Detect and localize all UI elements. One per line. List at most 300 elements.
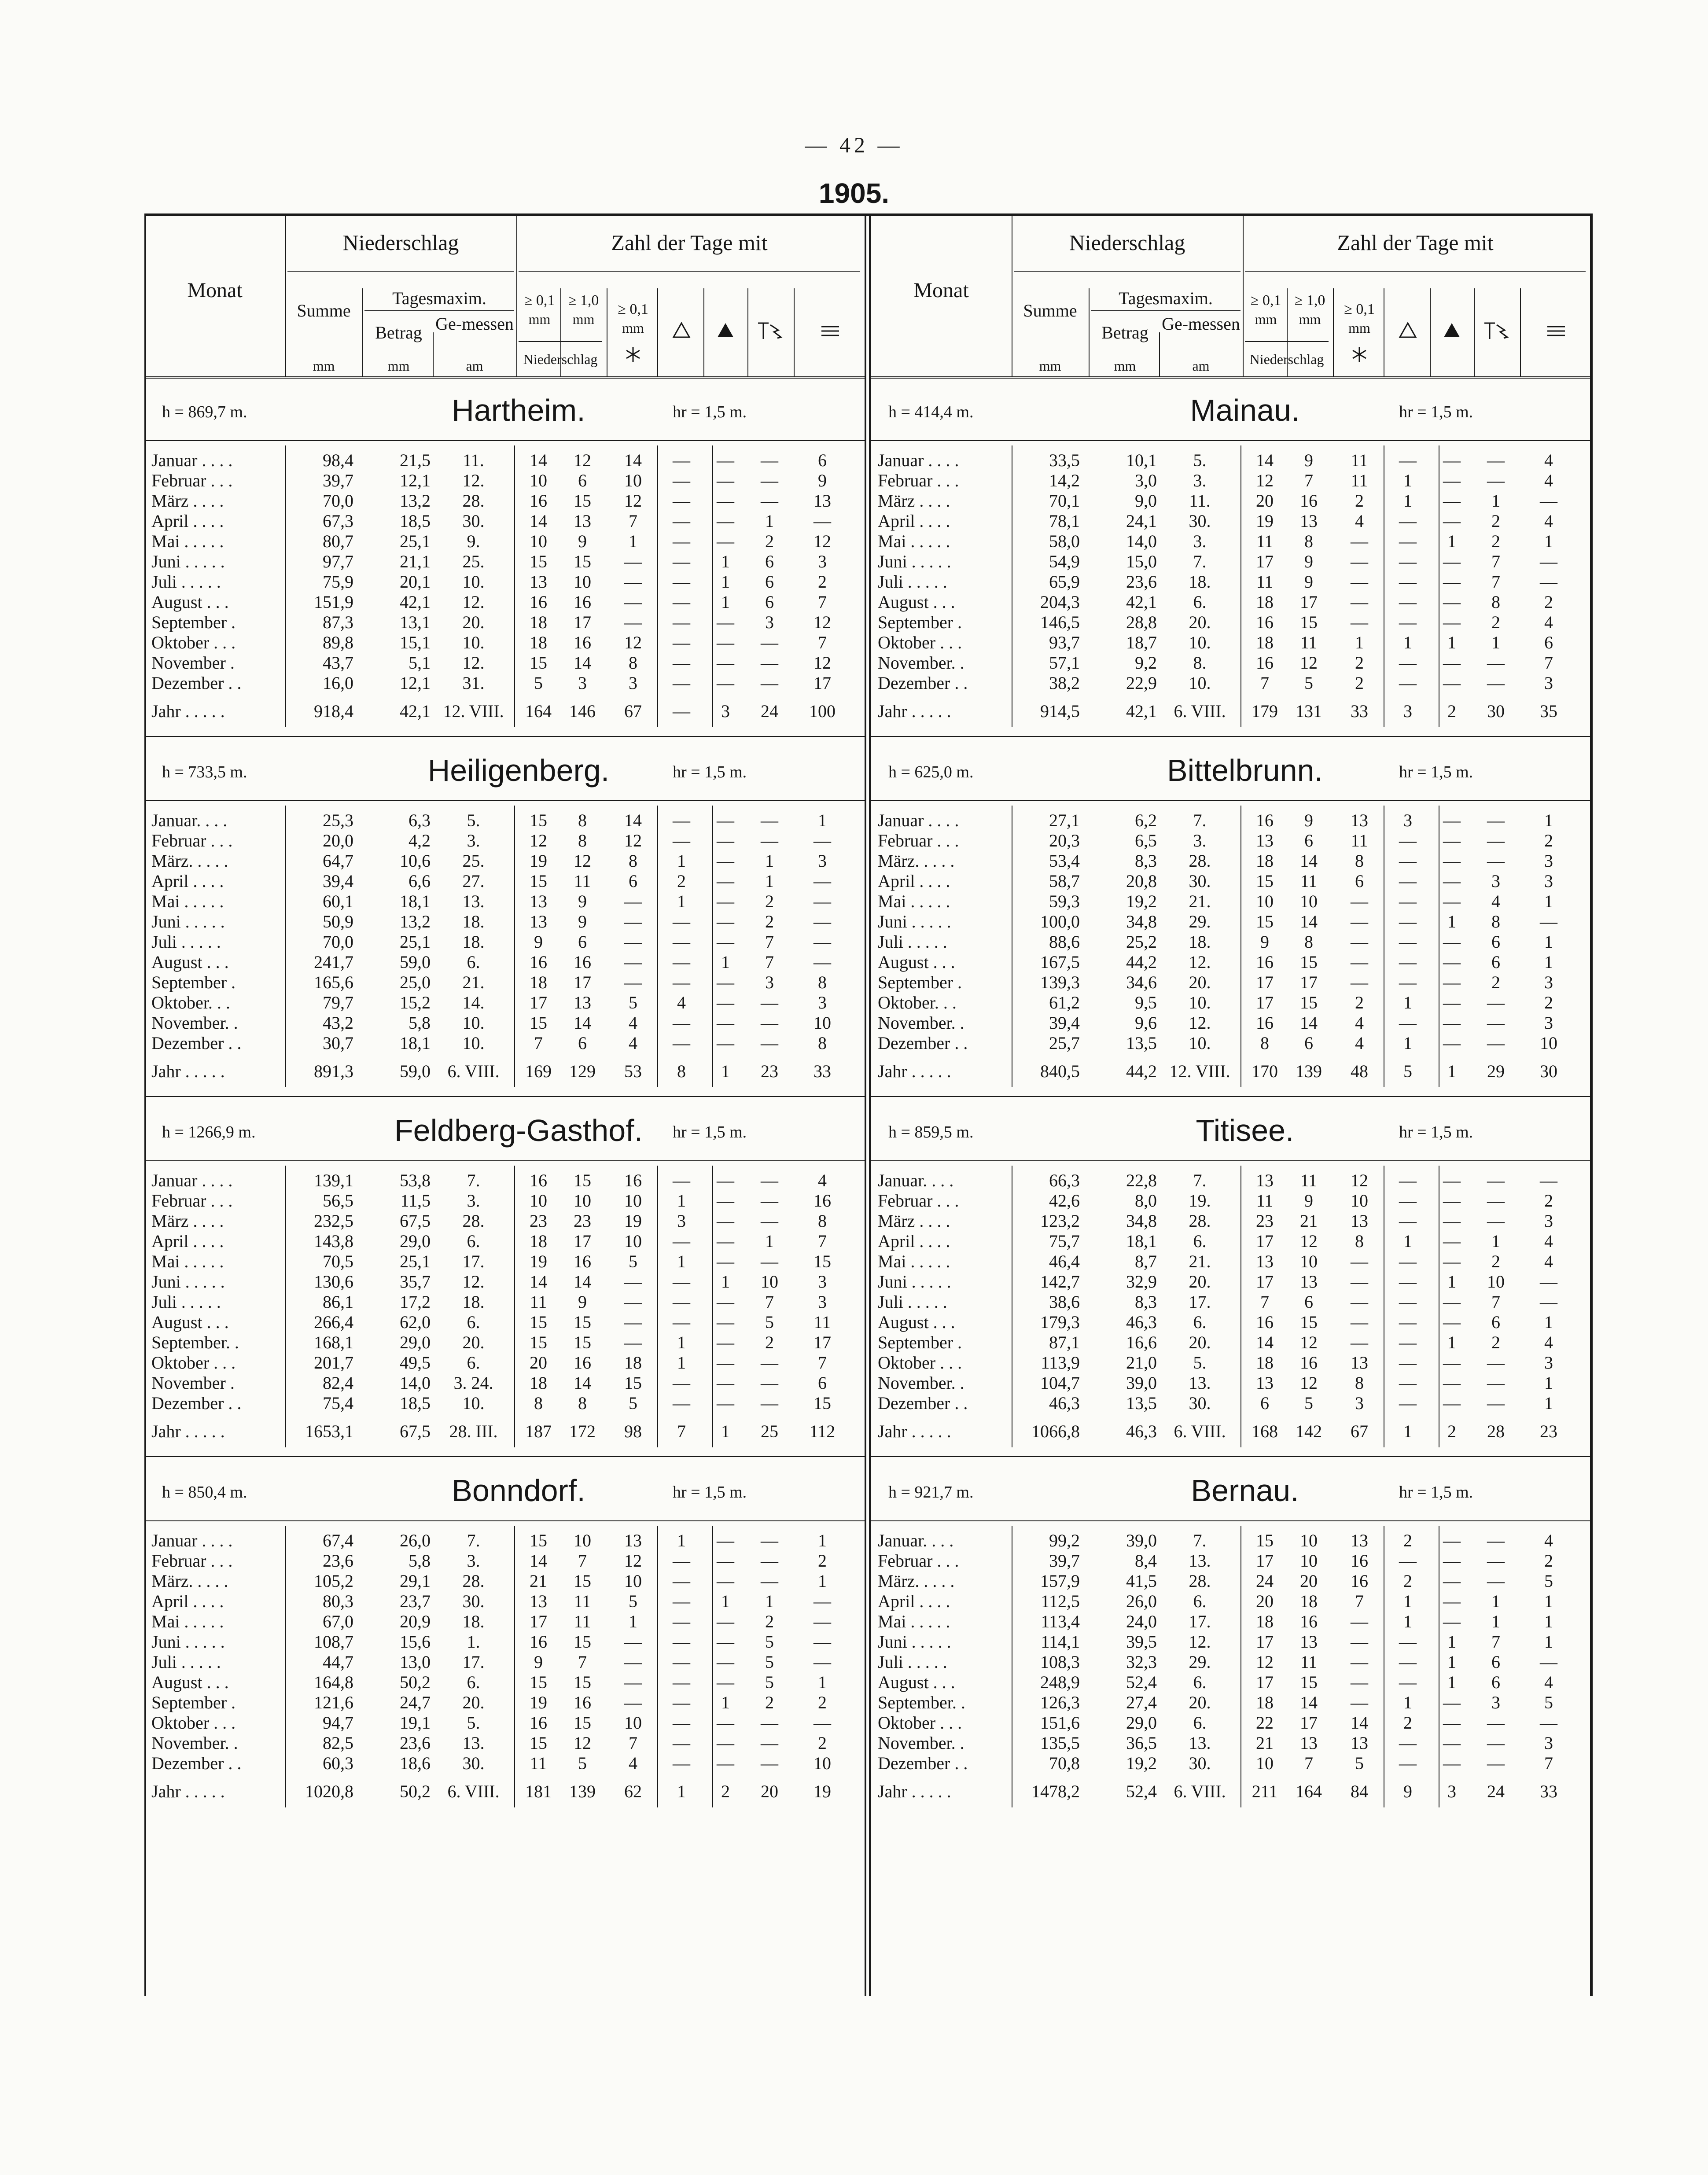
table-row	[871, 1312, 1590, 1332]
station-gauge-height: hr = 1,5 m.	[673, 403, 747, 421]
total-betrag: 67,5	[400, 1421, 431, 1441]
cell-fog: —	[814, 952, 831, 972]
cell-n10: 16	[574, 633, 591, 652]
table-row	[871, 1733, 1590, 1753]
table-column-rule	[514, 806, 515, 1087]
cell-betrag: 4,2	[409, 831, 431, 850]
cell-s01: —	[624, 1312, 642, 1332]
cell-n10: 16	[574, 1251, 591, 1271]
cell-thun: 1	[1491, 1231, 1500, 1251]
cell-n10: 6	[578, 932, 587, 952]
station-elevation: h = 859,5 m.	[888, 1123, 974, 1141]
cell-n01: 18	[530, 1231, 547, 1251]
total-summe: 840,5	[1040, 1061, 1080, 1081]
header-rule-ge	[519, 341, 602, 342]
cell-n10: 5	[1304, 1393, 1313, 1413]
cell-s01: —	[1351, 932, 1368, 952]
cell-am: 28.	[462, 1211, 485, 1231]
table-row	[871, 1012, 1590, 1033]
cell-betrag: 13,5	[1126, 1033, 1157, 1053]
cell-betrag: 32,3	[1126, 1652, 1157, 1672]
cell-monat: Mai . . . . .	[878, 891, 950, 911]
total-thun: 29	[1487, 1061, 1505, 1081]
table-row	[144, 1190, 865, 1211]
table-row	[144, 450, 865, 470]
cell-ftri: 1	[721, 592, 730, 612]
header-monat: Monat	[913, 279, 969, 302]
total-fog: 33	[1540, 1781, 1557, 1801]
cell-s01: 2	[1355, 673, 1364, 693]
cell-s01: 13	[1351, 1211, 1368, 1231]
cell-ftri: —	[1443, 1013, 1461, 1033]
cell-monat: November. .	[151, 1733, 238, 1753]
cell-tri: —	[673, 491, 690, 511]
cell-n01: 15	[1256, 912, 1274, 931]
cell-monat: Mai . . . . .	[151, 531, 224, 551]
cell-summe: 30,7	[323, 1033, 353, 1053]
cell-summe: 56,5	[323, 1191, 353, 1211]
cell-am: 14.	[462, 993, 485, 1012]
cell-n01: 7	[1260, 1292, 1269, 1312]
table-row	[144, 1231, 865, 1251]
station-separator	[144, 1096, 865, 1097]
cell-thun: —	[761, 1033, 778, 1053]
cell-monat: Juni . . . . .	[151, 1632, 225, 1652]
cell-summe: 39,4	[1049, 1013, 1080, 1033]
cell-n01: 13	[1256, 831, 1274, 850]
cell-n01: 13	[530, 891, 547, 911]
table-column-rule	[657, 806, 658, 1087]
cell-monat: Januar . . . .	[151, 1531, 233, 1550]
header-divider-betrag	[433, 332, 434, 376]
cell-fog: 2	[1544, 993, 1553, 1012]
cell-tri: 1	[1403, 491, 1412, 511]
cell-s01: —	[1351, 912, 1368, 931]
total-summe: 918,4	[314, 701, 353, 721]
cell-tri: —	[673, 1612, 690, 1631]
cell-summe: 38,2	[1049, 673, 1080, 693]
header-rule-niederschlag	[1014, 271, 1241, 272]
cell-ftri: —	[1443, 1733, 1461, 1753]
cell-s01: —	[624, 1693, 642, 1712]
cell-am: 18.	[462, 1612, 485, 1631]
cell-monat: Juli . . . . .	[151, 572, 221, 592]
cell-betrag: 49,5	[400, 1353, 431, 1373]
cell-thun: —	[1487, 1713, 1505, 1733]
cell-am: 1.	[467, 1632, 480, 1652]
cell-n01: 13	[1256, 1251, 1274, 1271]
cell-am: 18.	[1189, 932, 1211, 952]
cell-monat: Juni . . . . .	[151, 912, 225, 931]
cell-summe: 67,4	[323, 1531, 353, 1550]
cell-am: 3.	[1193, 831, 1207, 850]
cell-fog: 3	[818, 993, 827, 1012]
cell-n01: 10	[1256, 891, 1274, 911]
cell-n10: 17	[574, 972, 591, 992]
cell-thun: 1	[765, 1591, 774, 1611]
cell-am: 18.	[462, 1292, 485, 1312]
cell-n10: 18	[1300, 1591, 1318, 1611]
table-column-rule	[657, 1166, 658, 1447]
cell-summe: 241,7	[314, 952, 353, 972]
cell-thun: —	[1487, 1191, 1505, 1211]
table-row	[871, 1631, 1590, 1652]
header-rule-ge	[1245, 341, 1329, 342]
cell-thun: —	[761, 1373, 778, 1393]
cell-tri: —	[673, 1632, 690, 1652]
snow-star-icon	[611, 346, 655, 365]
cell-summe: 23,6	[323, 1551, 353, 1571]
cell-s01: —	[624, 1272, 642, 1292]
cell-am: 3. 24.	[453, 1373, 493, 1393]
cell-tri: 1	[1403, 993, 1412, 1012]
cell-summe: 25,3	[323, 810, 353, 830]
cell-summe: 105,2	[314, 1571, 353, 1591]
table-row	[144, 1393, 865, 1413]
cell-summe: 14,2	[1049, 471, 1080, 490]
table-row	[144, 632, 865, 652]
cell-n10: 14	[1300, 1693, 1318, 1712]
cell-ftri: —	[1443, 831, 1461, 850]
cell-ftri: —	[717, 891, 734, 911]
cell-summe: 58,7	[1049, 871, 1080, 891]
station-name: Bonndorf.	[452, 1473, 585, 1508]
cell-n01: 14	[530, 1272, 547, 1292]
cell-monat: Juni . . . . .	[151, 1272, 225, 1292]
cell-ftri: —	[1443, 1571, 1461, 1591]
total-s01: 53	[624, 1061, 642, 1081]
cell-am: 7.	[1193, 1170, 1207, 1190]
cell-fog: —	[814, 871, 831, 891]
total-s01: 84	[1351, 1781, 1368, 1801]
cell-fog: 1	[818, 1531, 827, 1550]
table-row	[871, 1211, 1590, 1231]
total-betrag: 52,4	[1126, 1781, 1157, 1801]
cell-n01: 23	[1256, 1211, 1274, 1231]
cell-monat: Juni . . . . .	[878, 552, 951, 571]
cell-n10: 11	[574, 871, 591, 891]
cell-monat: März. . . . .	[878, 1571, 955, 1591]
cell-monat: August . . .	[878, 1312, 955, 1332]
cell-monat: August . . .	[878, 952, 955, 972]
cell-monat: März . . . .	[878, 491, 950, 511]
cell-monat: März. . . . .	[151, 1571, 228, 1591]
cell-fog: 2	[1544, 592, 1553, 612]
header-niederschlag-small: Niederschlag	[523, 351, 598, 367]
cell-fog: —	[1540, 1170, 1557, 1190]
station-header-rule	[144, 440, 865, 441]
cell-betrag: 28,8	[1126, 612, 1157, 632]
cell-betrag: 21,0	[1126, 1353, 1157, 1373]
station-title	[871, 743, 1590, 796]
cell-monat: September .	[878, 972, 962, 992]
total-monat: Jahr . . . . .	[878, 701, 951, 721]
cell-thun: —	[1487, 1170, 1505, 1190]
cell-tri: —	[1399, 1753, 1417, 1773]
cell-fog: 2	[1544, 1551, 1553, 1571]
cell-betrag: 9,2	[1135, 653, 1157, 673]
cell-thun: —	[1487, 993, 1505, 1012]
fog-icon	[1522, 324, 1590, 340]
cell-am: 7.	[467, 1531, 480, 1550]
cell-tri: 1	[677, 851, 686, 871]
cell-monat: Oktober. . .	[151, 993, 230, 1012]
cell-summe: 179,3	[1040, 1312, 1080, 1332]
cell-summe: 88,6	[1049, 932, 1080, 952]
cell-s01: —	[624, 972, 642, 992]
cell-summe: 50,9	[323, 912, 353, 931]
header-monat: Monat	[187, 279, 243, 302]
total-monat: Jahr . . . . .	[878, 1781, 951, 1801]
cell-summe: 113,9	[1041, 1353, 1080, 1373]
cell-n01: 11	[530, 1292, 547, 1312]
total-n10: 139	[569, 1781, 596, 1801]
cell-monat: Mai . . . . .	[878, 1612, 950, 1631]
cell-summe: 64,7	[323, 851, 353, 871]
cell-am: 5.	[467, 1713, 480, 1733]
cell-thun: 6	[1491, 952, 1500, 972]
cell-fog: 1	[1544, 891, 1553, 911]
cell-s01: 13	[1351, 1353, 1368, 1373]
cell-summe: 113,4	[1041, 1612, 1080, 1631]
table-row	[144, 571, 865, 592]
cell-betrag: 8,4	[1135, 1551, 1157, 1571]
total-fog: 112	[809, 1421, 836, 1441]
cell-thun: 2	[1491, 1251, 1500, 1271]
cell-ftri: —	[1443, 673, 1461, 693]
cell-monat: März. . . . .	[151, 851, 228, 871]
cell-summe: 130,6	[314, 1272, 353, 1292]
cell-s01: 8	[1355, 1231, 1364, 1251]
table-row	[144, 1332, 865, 1352]
cell-tri: —	[673, 612, 690, 632]
cell-summe: 78,1	[1049, 511, 1080, 531]
cell-n01: 11	[1256, 1191, 1274, 1211]
cell-tri: 2	[677, 871, 686, 891]
cell-tri: —	[673, 952, 690, 972]
cell-thun: —	[1487, 653, 1505, 673]
cell-n01: 16	[1256, 612, 1274, 632]
cell-tri: 1	[677, 1332, 686, 1352]
cell-fog: 1	[1544, 810, 1553, 830]
cell-betrag: 42,1	[1126, 592, 1157, 612]
cell-ftri: —	[1443, 653, 1461, 673]
total-summe: 1478,2	[1031, 1781, 1080, 1801]
total-thun: 23	[761, 1061, 778, 1081]
cell-fog: 7	[818, 592, 827, 612]
table-row	[144, 1170, 865, 1190]
cell-am: 20.	[1189, 1693, 1211, 1712]
total-fog: 23	[1540, 1421, 1557, 1441]
cell-ftri: 1	[721, 1693, 730, 1712]
cell-tri: 1	[1403, 1612, 1412, 1631]
cell-tri: —	[1399, 1211, 1417, 1231]
cell-betrag: 19,1	[400, 1713, 431, 1733]
station-separator	[871, 736, 1590, 737]
cell-am: 29.	[1189, 1652, 1211, 1672]
cell-am: 6.	[1193, 592, 1207, 612]
cell-summe: 100,0	[1040, 912, 1080, 931]
cell-monat: Mai . . . . .	[878, 1251, 950, 1271]
cell-am: 5.	[467, 810, 480, 830]
cell-ftri: 1	[1447, 1672, 1456, 1692]
cell-fog: 6	[818, 1373, 827, 1393]
cell-n10: 15	[574, 491, 591, 511]
header-divider-thunder	[794, 288, 795, 376]
cell-n01: 19	[530, 1251, 547, 1271]
header-summe-unit: mm	[1039, 358, 1061, 374]
station-title	[871, 383, 1590, 436]
cell-fog: 15	[814, 1251, 831, 1271]
cell-s01: 10	[624, 1231, 642, 1251]
cell-am: 3.	[467, 831, 480, 850]
cell-tri: 1	[1403, 633, 1412, 652]
cell-monat: Februar . . .	[151, 1551, 233, 1571]
cell-thun: 6	[765, 552, 774, 571]
cell-monat: Juli . . . . .	[878, 1292, 947, 1312]
cell-fog: 7	[818, 633, 827, 652]
cell-n10: 5	[578, 1753, 587, 1773]
total-summe: 891,3	[314, 1061, 353, 1081]
cell-n10: 23	[574, 1211, 591, 1231]
station-title	[144, 1103, 865, 1156]
cell-fog: 2	[1544, 831, 1553, 850]
cell-monat: Oktober . . .	[878, 1353, 962, 1373]
cell-betrag: 53,8	[400, 1170, 431, 1190]
cell-fog: 3	[1544, 972, 1553, 992]
cell-thun: —	[761, 1251, 778, 1271]
cell-monat: Januar . . . .	[878, 810, 959, 830]
cell-thun: —	[761, 1753, 778, 1773]
cell-n10: 14	[574, 1373, 591, 1393]
cell-n10: 15	[1300, 993, 1318, 1012]
cell-s01: 16	[1351, 1571, 1368, 1591]
cell-betrag: 24,7	[400, 1693, 431, 1712]
cell-s01: 13	[1351, 1733, 1368, 1753]
cell-monat: Oktober . . .	[878, 1713, 962, 1733]
cell-betrag: 12,1	[400, 471, 431, 490]
cell-n01: 16	[530, 491, 547, 511]
cell-fog: 4	[1544, 1231, 1553, 1251]
header-snow-unit: mm	[1348, 320, 1370, 336]
cell-n10: 16	[1300, 491, 1318, 511]
cell-betrag: 10,6	[400, 851, 431, 871]
cell-summe: 80,7	[323, 531, 353, 551]
table-row	[871, 1712, 1590, 1733]
cell-ftri: —	[717, 1753, 734, 1773]
total-tri: 1	[1403, 1421, 1412, 1441]
cell-am: 6.	[1193, 1312, 1207, 1332]
cell-thun: 3	[1491, 1693, 1500, 1712]
cell-am: 29.	[1189, 912, 1211, 931]
station-title	[144, 383, 865, 436]
cell-monat: August . . .	[878, 592, 955, 612]
cell-monat: Juni . . . . .	[151, 552, 225, 571]
header-ge-10: ≥ 1,0	[1294, 292, 1325, 309]
cell-am: 5.	[1193, 450, 1207, 470]
header-divider-n10	[1333, 288, 1334, 376]
cell-monat: Mai . . . . .	[878, 531, 950, 551]
header-snow-ge-01: ≥ 0,1	[618, 301, 648, 317]
cell-tri: —	[1399, 552, 1417, 571]
cell-ftri: —	[717, 673, 734, 693]
cell-fog: 17	[814, 673, 831, 693]
cell-monat: August . . .	[151, 952, 229, 972]
total-ftri: 2	[1447, 701, 1456, 721]
cell-summe: 16,0	[323, 673, 353, 693]
cell-s01: —	[624, 1332, 642, 1352]
cell-thun: 2	[765, 912, 774, 931]
cell-n01: 16	[530, 1713, 547, 1733]
cell-thun: —	[1487, 1393, 1505, 1413]
cell-fog: 4	[1544, 1531, 1553, 1550]
cell-ftri: 1	[721, 1272, 730, 1292]
cell-s01: 10	[1351, 1191, 1368, 1211]
total-n01: 164	[525, 701, 552, 721]
cell-thun: 2	[765, 1693, 774, 1712]
cell-n01: 12	[1256, 471, 1274, 490]
cell-am: 10.	[462, 1033, 485, 1053]
cell-thun: —	[1487, 673, 1505, 693]
cell-s01: 10	[624, 1571, 642, 1591]
cell-s01: 10	[624, 1191, 642, 1211]
cell-summe: 43,2	[323, 1013, 353, 1033]
cell-thun: 2	[1491, 531, 1500, 551]
cell-am: 18.	[462, 912, 485, 931]
cell-n01: 12	[530, 831, 547, 850]
cell-thun: —	[1487, 851, 1505, 871]
cell-fog: 1	[1544, 932, 1553, 952]
station-title	[871, 1463, 1590, 1516]
cell-tri: 2	[1403, 1713, 1412, 1733]
table-row	[144, 830, 865, 850]
cell-n01: 8	[534, 1393, 543, 1413]
total-tri: 7	[677, 1421, 686, 1441]
header-niederschlag: Niederschlag	[1069, 230, 1185, 255]
cell-am: 21.	[1189, 1251, 1211, 1271]
table-row	[871, 592, 1590, 612]
cell-summe: 70,0	[323, 932, 353, 952]
cell-n01: 10	[530, 471, 547, 490]
cell-n01: 20	[530, 1353, 547, 1373]
cell-summe: 65,9	[1049, 572, 1080, 592]
cell-n10: 15	[574, 1713, 591, 1733]
cell-fog: —	[814, 1591, 831, 1611]
cell-betrag: 41,5	[1126, 1571, 1157, 1591]
cell-n10: 12	[1300, 1373, 1318, 1393]
cell-monat: Januar. . . .	[151, 810, 228, 830]
cell-betrag: 59,0	[400, 952, 431, 972]
cell-am: 21.	[1189, 891, 1211, 911]
total-tri: 3	[1403, 701, 1412, 721]
cell-betrag: 8,3	[1135, 1292, 1157, 1312]
cell-n10: 6	[1304, 831, 1313, 850]
cell-ftri: —	[717, 511, 734, 531]
cell-betrag: 5,8	[409, 1013, 431, 1033]
cell-am: 30.	[1189, 1753, 1211, 1773]
cell-s01: 2	[1355, 993, 1364, 1012]
cell-ftri: 1	[1447, 1272, 1456, 1292]
cell-tri: —	[673, 673, 690, 693]
cell-s01: —	[624, 932, 642, 952]
table-row	[144, 612, 865, 632]
cell-n01: 5	[534, 673, 543, 693]
total-summe: 1066,8	[1031, 1421, 1080, 1441]
cell-betrag: 15,0	[1126, 552, 1157, 571]
table-row	[144, 1211, 865, 1231]
cell-n10: 11	[1300, 871, 1318, 891]
header-ge-01: ≥ 0,1	[524, 292, 555, 309]
